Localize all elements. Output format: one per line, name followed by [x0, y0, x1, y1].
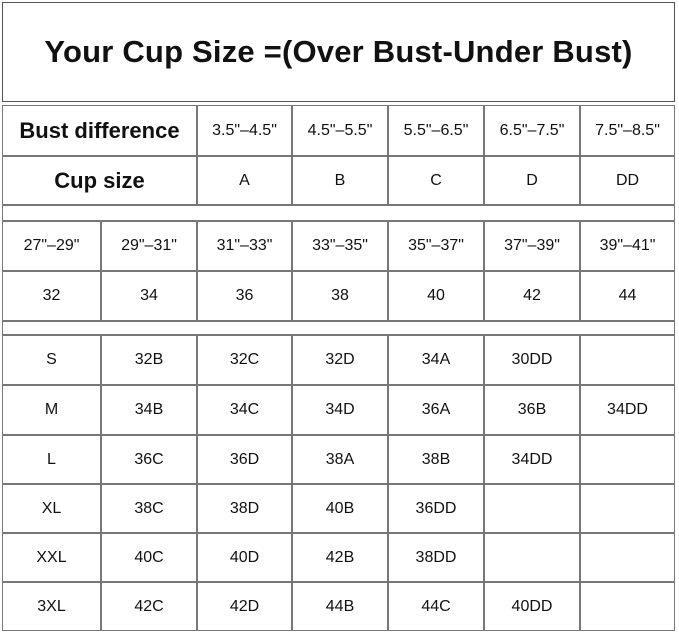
size-label-cell: M [2, 385, 101, 435]
bra-size-cell: 40B [292, 484, 388, 533]
underbust-range-cell: 27"–29" [2, 221, 101, 271]
bra-size-cell: 30DD [484, 335, 580, 385]
bra-size-cell: 38C [101, 484, 197, 533]
bra-size-cell: 32D [292, 335, 388, 385]
band-size-cell: 44 [580, 271, 675, 321]
underbust-range-cell: 39"–41" [580, 221, 675, 271]
bra-size-cell: 38B [388, 435, 484, 484]
cup-size-cell: A [197, 156, 292, 205]
bra-size-cell: 34DD [580, 385, 675, 435]
section-separator [2, 321, 675, 335]
size-label-cell: XXL [2, 533, 101, 582]
bra-size-cell: 40DD [484, 582, 580, 631]
bra-size-cell [484, 533, 580, 582]
bra-size-cell: 36A [388, 385, 484, 435]
bra-size-cell: 34DD [484, 435, 580, 484]
bra-size-cell: 34A [388, 335, 484, 385]
bust-difference-cell: 5.5"–6.5" [388, 105, 484, 156]
bra-size-cell: 42C [101, 582, 197, 631]
bra-size-cell: 42D [197, 582, 292, 631]
bra-size-cell: 36B [484, 385, 580, 435]
band-size-cell: 42 [484, 271, 580, 321]
size-label-cell: XL [2, 484, 101, 533]
bra-size-cell [484, 484, 580, 533]
underbust-range-cell: 29"–31" [101, 221, 197, 271]
bust-difference-cell: 3.5"–4.5" [197, 105, 292, 156]
band-size-cell: 36 [197, 271, 292, 321]
bra-size-cell: 42B [292, 533, 388, 582]
bra-size-cell [580, 435, 675, 484]
band-size-cell: 32 [2, 271, 101, 321]
size-label-cell: 3XL [2, 582, 101, 631]
bra-size-cell [580, 582, 675, 631]
section-separator [2, 205, 675, 221]
bra-size-cell: 34B [101, 385, 197, 435]
underbust-range-cell: 37"–39" [484, 221, 580, 271]
bra-size-cell: 38DD [388, 533, 484, 582]
bra-size-cell: 40C [101, 533, 197, 582]
underbust-range-cell: 31"–33" [197, 221, 292, 271]
chart-title: Your Cup Size =(Over Bust-Under Bust) [2, 2, 675, 102]
bra-size-cell: 38D [197, 484, 292, 533]
bra-size-cell [580, 335, 675, 385]
bust-difference-label: Bust difference [2, 105, 197, 156]
bra-size-cell: 32B [101, 335, 197, 385]
bra-size-cell: 36D [197, 435, 292, 484]
bra-size-cell: 44C [388, 582, 484, 631]
bra-size-cell: 32C [197, 335, 292, 385]
cup-size-cell: DD [580, 156, 675, 205]
bust-difference-cell: 6.5"–7.5" [484, 105, 580, 156]
bra-size-cell: 44B [292, 582, 388, 631]
bra-size-cell: 34D [292, 385, 388, 435]
bra-size-cell: 36C [101, 435, 197, 484]
cup-size-chart [1, 1, 678, 632]
bra-size-cell: 36DD [388, 484, 484, 533]
size-label-cell: L [2, 435, 101, 484]
underbust-range-cell: 33"–35" [292, 221, 388, 271]
underbust-range-cell: 35"–37" [388, 221, 484, 271]
band-size-cell: 34 [101, 271, 197, 321]
bust-difference-cell: 4.5"–5.5" [292, 105, 388, 156]
bra-size-cell: 34C [197, 385, 292, 435]
bra-size-cell [580, 533, 675, 582]
bra-size-cell: 40D [197, 533, 292, 582]
band-size-cell: 40 [388, 271, 484, 321]
bra-size-cell [580, 484, 675, 533]
cup-size-cell: C [388, 156, 484, 205]
band-size-cell: 38 [292, 271, 388, 321]
size-label-cell: S [2, 335, 101, 385]
bra-size-cell: 38A [292, 435, 388, 484]
cup-size-label: Cup size [2, 156, 197, 205]
bust-difference-cell: 7.5"–8.5" [580, 105, 675, 156]
cup-size-cell: B [292, 156, 388, 205]
cup-size-cell: D [484, 156, 580, 205]
